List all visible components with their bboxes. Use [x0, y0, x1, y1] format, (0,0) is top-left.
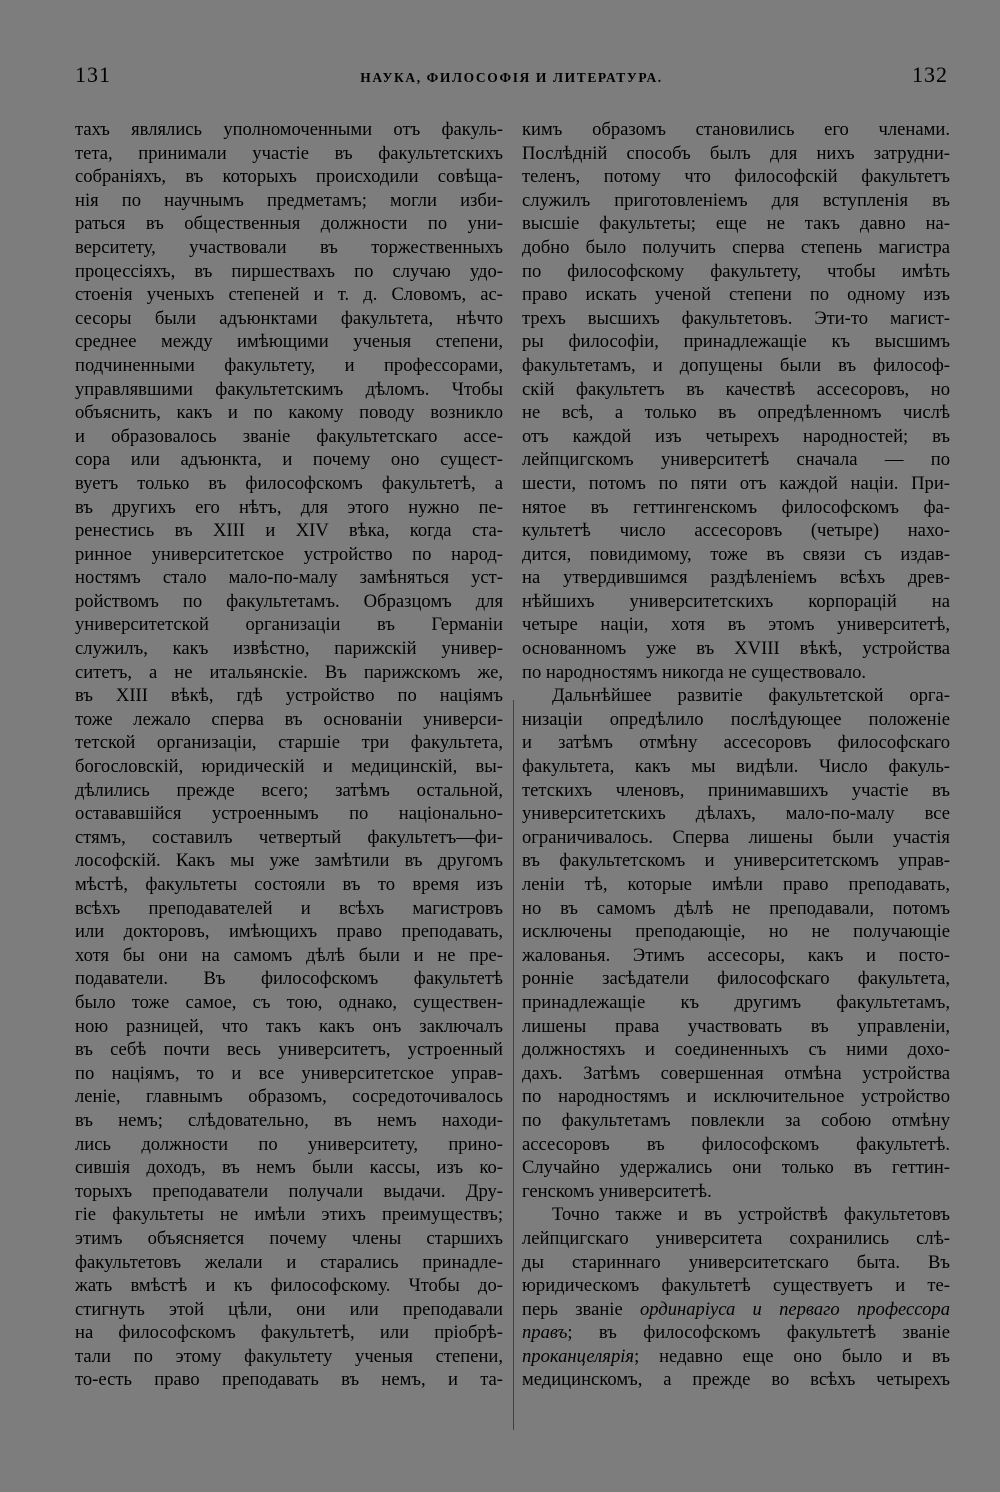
text-line: не всѣ, а только въ опредѣленномъ числѣ [522, 402, 950, 424]
text-line: факультетовъ желали и старались принадле- [75, 1251, 503, 1273]
text-line: факультетамъ, и допущены были въ философ- [522, 354, 950, 376]
text-line: дахъ. Затѣмъ совершенная отмѣна устройства [522, 1062, 950, 1084]
text-line: низаціи опредѣлило послѣдующее положеніе [522, 708, 950, 730]
text-line: стоенія ученыхъ степеней и т. д. Словомъ, ас- [75, 284, 503, 306]
text-line: леніи тѣ, которые имѣли право преподавать, [522, 874, 950, 895]
text-line: факультета, какъ мы видѣли. Число факуль- [522, 756, 950, 778]
text-line: собраніяхъ, въ которыхъ происходили совѣща- [75, 166, 503, 188]
text-line: тетскихъ членовъ, принимавшихъ участіе въ [522, 779, 950, 801]
text-line: должностяхъ и соединенныхъ съ ними дохо- [522, 1039, 950, 1061]
text-line: основанномъ уже въ XVIII вѣкѣ, устройства [522, 638, 950, 660]
text-line: ронніе засѣдатели философскаго факультета, [522, 968, 950, 990]
text-line: жалованья. Этимъ ассесоры, какъ и посто- [522, 944, 950, 966]
text-line: и затѣмъ отмѣну ассесоровъ философскаго [522, 732, 950, 754]
text-line: лософскій. Какъ мы уже замѣтили въ другомъ [75, 850, 503, 872]
text-line: нятое въ геттингенскомъ философскомъ фа- [522, 496, 950, 518]
text-line: юридическомъ факультетѣ существуетъ и те- [522, 1275, 950, 1297]
text-line: трехъ высшихъ факультетовъ. Эти-то магист- [522, 307, 950, 329]
text-line: леніе, главнымъ образомъ, сосредоточивалось [75, 1086, 503, 1108]
right-column [522, 118, 950, 1392]
text-line: въ другихъ его нѣтъ, для этого нужно пе- [75, 496, 503, 518]
text-line: процессіяхъ, въ пиршествахъ по случаю удо- [75, 260, 503, 282]
text-line: лись должности по университету, прино- [75, 1133, 503, 1155]
text-line: въ факультетскомъ и университетскомъ управ- [522, 850, 950, 872]
text-line: нія по научнымъ предметамъ; могли изби- [75, 189, 503, 211]
text-line: ринное университетское устройство по народ- [75, 543, 503, 565]
text-line: исключены преподающіе, но не получающіе [522, 921, 950, 943]
text-line: по націямъ, то и все университетское управ- [75, 1062, 503, 1084]
text-line: управлявшими факультетскимъ дѣломъ. Чтобы [75, 378, 503, 400]
text-line: всѣхъ преподавателей и всѣхъ магистровъ [75, 897, 503, 919]
text-line: Случайно удержались они только въ геттин- [522, 1157, 950, 1179]
text-line: Послѣдній способъ былъ для нихъ затрудни- [522, 142, 950, 164]
text-line: богословскій, юридическій и медицинскій, вы- [75, 756, 503, 778]
text-line: то-есть право преподавать въ немъ, и та- [75, 1369, 503, 1391]
text-line [522, 1298, 950, 1322]
column-divider [513, 700, 514, 1430]
text-line: лейпцигскаго университета сохранились слѣ- [522, 1227, 950, 1249]
left-column [75, 118, 503, 1392]
text-line: право искать ученой степени по одному изъ [522, 284, 950, 306]
text-line: тахъ являлись уполномоченными отъ факуль- [75, 119, 503, 140]
right-page-number: 132 [912, 62, 948, 87]
text-line: нѣйшихъ университетскихъ корпорацій на [522, 590, 950, 612]
text-line: четыре націи, хотя въ этомъ университетѣ, [522, 614, 950, 636]
text-line [522, 1345, 950, 1369]
text-line: генскомъ университетѣ. [522, 1180, 712, 1202]
text-line: верситету, участвовали въ торжественныхъ [75, 236, 503, 258]
text-line: или докторовъ, имѣющихъ право преподавать, [75, 921, 503, 943]
text-line: хотя бы они на самомъ дѣлѣ были и не пре- [75, 944, 503, 966]
text-line: служилъ, какъ извѣстно, парижскій универ- [75, 638, 503, 660]
text-line: медицинскомъ, а прежде во всѣхъ четырехъ [522, 1369, 950, 1391]
text-line: въ себѣ почти весь университетъ, устроенный [75, 1039, 503, 1061]
text-line: дѣлились прежде всего; затѣмъ остальной, [75, 779, 503, 801]
italic-term: правъ [522, 1322, 568, 1344]
text-line: тоже лежало сперва въ основаніи универси- [75, 708, 503, 730]
text-line: университетскихъ дѣлахъ, мало-по-малу все [522, 803, 950, 825]
italic-term: ординаріуса и перваго профессора [639, 1298, 950, 1320]
left-page-number: 131 [75, 62, 111, 87]
text-line: Точно также и въ устройствѣ факультетовъ [552, 1204, 950, 1226]
text-line: служилъ приготовленіемъ для вступленія въ [522, 189, 950, 211]
text-line: университетской организаціи въ Германіи [75, 614, 503, 636]
paragraph-3 [522, 1203, 950, 1392]
text-line: ограничивалось. Сперва лишены были участія [522, 826, 950, 848]
text-line: сившія доходъ, въ немъ были кассы, изъ ко- [75, 1157, 503, 1179]
text-line: но въ самомъ дѣлѣ не преподавали, потомъ [522, 897, 950, 919]
text-fragment: ; въ философскомъ факультетѣ званіе [567, 1322, 950, 1344]
text-line: ры философіи, принадлежащіе къ высшимъ [522, 331, 950, 353]
text-line: по философскому факультету, чтобы имѣть [522, 260, 950, 282]
text-line: отъ каждой изъ четырехъ народностей; въ [522, 425, 950, 447]
text-line [522, 1321, 950, 1345]
text-line: объяснить, какъ и по какому поводу возникло [75, 402, 503, 424]
text-line: добно было получить сперва степень магистра [522, 236, 950, 258]
text-line: тали по этому факультету ученыя степени, [75, 1345, 503, 1367]
text-line: ренестись въ XIII и XIV вѣка, когда ста- [75, 520, 503, 542]
text-line: по факультетамъ повлекли за собою отмѣну [522, 1109, 950, 1131]
italic-term: проканцелярія [522, 1345, 635, 1367]
text-line: тета, принимали участіе въ факультетскихъ [75, 142, 503, 164]
text-line: ройствомъ по факультетамъ. Образцомъ для [75, 590, 503, 612]
text-line: раться въ общественныя должности по уни- [75, 213, 503, 235]
text-line: лейпцигскомъ университетѣ сначала — по [522, 449, 950, 471]
text-line: подаватели. Въ философскомъ факультетѣ [75, 968, 503, 990]
text-line: культетѣ число ассесоровъ (четыре) нахо- [522, 520, 950, 542]
text-line: въ немъ; слѣдовательно, въ немъ находи- [75, 1109, 503, 1131]
text-line: въ XIII вѣкѣ, гдѣ устройство по націямъ [75, 685, 503, 707]
text-line: было тоже самое, съ тою, однако, существен- [75, 991, 503, 1013]
paragraph-2 [522, 684, 950, 1203]
text-line: высшіе факультеты; еще не такъ давно на- [522, 213, 950, 235]
text-line: принадлежащіе къ другимъ факультетамъ, [522, 991, 950, 1013]
text-line: скій факультетъ въ качествѣ ассесоровъ, но [522, 378, 950, 400]
text-line: среднее между имѣющими ученыя степени, [75, 331, 503, 353]
text-line: Дальнѣйшее развитіе факультетской орга- [552, 685, 950, 707]
text-line: стямъ, составилъ четвертый факультетъ—фи- [75, 826, 503, 848]
text-line: ностямъ стало мало-по-малу замѣняться уст- [75, 567, 503, 589]
text-line: кимъ образомъ становились его членами. [522, 119, 950, 140]
text-fragment: перь званіе [522, 1298, 640, 1320]
text-line: теленъ, потому что философскій факультетъ [522, 166, 950, 188]
text-line: ною разницей, что такъ какъ онъ заключалъ [75, 1015, 503, 1037]
text-line: мѣстѣ, факультеты состояли въ то время изъ [75, 874, 503, 895]
running-title: НАУКА, ФИЛОСОФІЯ И ЛИТЕРАТУРА. [360, 70, 663, 85]
text-line: остававшійся устроеннымъ по національно- [75, 803, 503, 825]
text-line: по народностямъ и исключительное устройство [522, 1086, 950, 1108]
text-line: ассесоровъ въ философскомъ факультетѣ. [522, 1133, 950, 1155]
text-line: по народностямъ никогда не существовало. [522, 661, 867, 683]
text-line: подчиненными факультету, и профессорами, [75, 354, 503, 376]
text-line: стигнуть этой цѣли, они или преподавали [75, 1298, 503, 1320]
text-line: на философскомъ факультетѣ, или пріобрѣ- [75, 1322, 503, 1344]
paragraph-1 [522, 118, 950, 684]
text-line: этимъ объясняется почему члены старшихъ [75, 1227, 503, 1249]
text-line: вуетъ только въ философскомъ факультетѣ, а [75, 472, 503, 494]
text-line: тетской организаціи, старшіе три факультета, [75, 732, 503, 754]
text-line: жать вмѣстѣ и къ философскому. Чтобы до- [75, 1275, 503, 1297]
text-line: гіе факультеты не имѣли этихъ преимуществъ; [75, 1204, 503, 1226]
text-line: ды стариннаго университетскаго быта. Въ [522, 1251, 950, 1273]
text-line: лишены права участвовать въ управленіи, [522, 1015, 950, 1037]
text-line: на утвердившимся раздѣленіемъ всѣхъ древ- [522, 567, 950, 589]
text-fragment: ; недавно еще оно было и въ [634, 1345, 950, 1367]
text-line: сесоры были адъюнктами факультета, нѣчто [75, 307, 503, 329]
text-line: ситетъ, а не итальянскіе. Въ парижскомъ же, [75, 661, 503, 683]
text-line: сора или адъюнкта, и почему оно сущест- [75, 449, 503, 471]
text-line: дится, повидимому, тоже въ связи съ издав- [522, 543, 950, 565]
text-line: и образовалось званіе факультетскаго ассе- [75, 425, 503, 447]
text-line: торыхъ преподаватели получали выдачи. Дру- [75, 1180, 503, 1202]
text-line: шести, потомъ по пяти отъ каждой націи. При- [522, 472, 950, 494]
page-header [75, 62, 948, 92]
